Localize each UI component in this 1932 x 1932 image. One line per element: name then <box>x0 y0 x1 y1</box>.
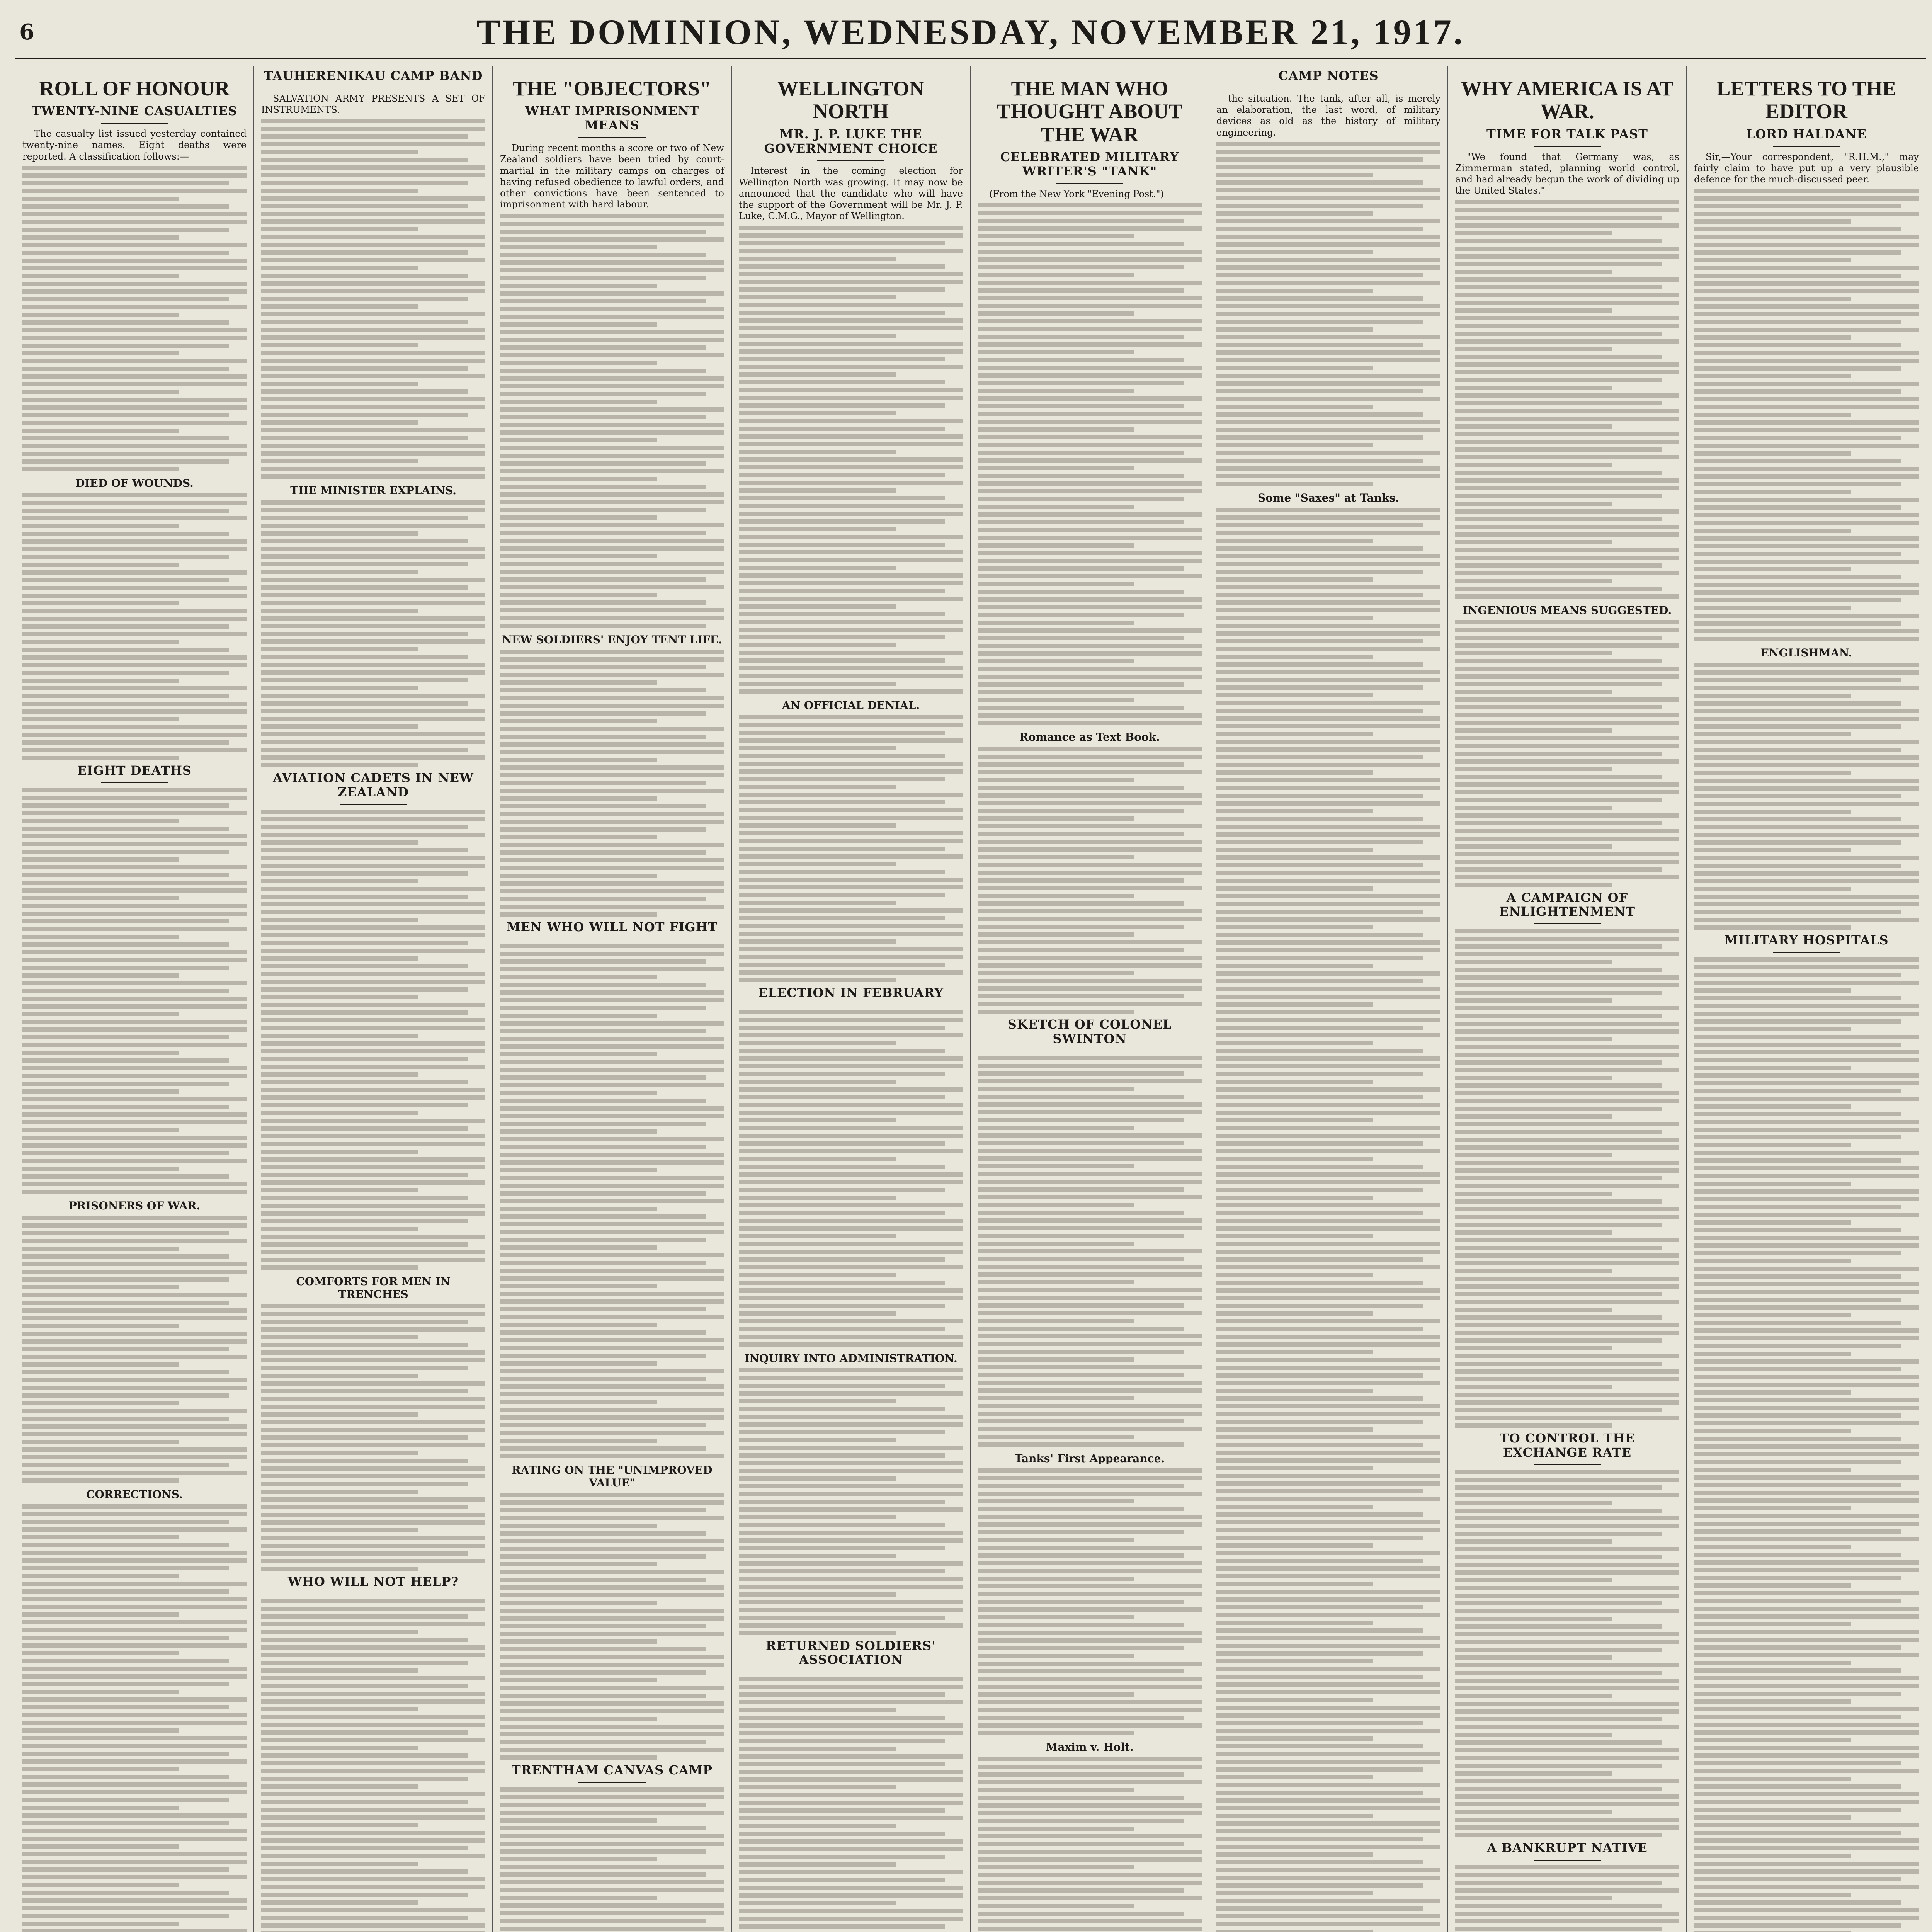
article-text-block <box>22 788 247 1194</box>
subhead: ELECTION IN FEBRUARY <box>758 985 944 1000</box>
article-text-block <box>500 650 724 917</box>
subhead: EIGHT DEATHS <box>77 763 192 778</box>
divider <box>578 137 646 138</box>
lead-paragraph: SALVATION ARMY PRESENTS A SET OF INSTRUMENTS. <box>261 93 485 116</box>
subhead: CELEBRATED MILITARY WRITER'S "TANK" <box>1000 150 1179 179</box>
subhead: AVIATION CADETS IN NEW ZEALAND <box>273 770 474 800</box>
article-text-block <box>261 119 485 479</box>
article-text-block <box>1455 200 1679 599</box>
divider <box>1773 952 1840 953</box>
article-text-block <box>739 1010 963 1347</box>
lead-paragraph: the situation. The tank, after all, is merely an elaboration, the last word, of military devices as old as the history of military engineering. <box>1216 93 1440 138</box>
article-text-block <box>261 500 485 767</box>
divider <box>340 804 407 805</box>
divider <box>578 1782 646 1783</box>
article-text-block <box>22 1216 247 1483</box>
article-text-block <box>978 1468 1202 1735</box>
column-8 <box>1687 66 1926 1932</box>
divider <box>101 123 168 124</box>
column-2 <box>254 66 493 1932</box>
subhead: RETURNED SOLDIERS' ASSOCIATION <box>766 1638 936 1667</box>
section-heading: Maxim v. Holt. <box>1046 1740 1134 1753</box>
subhead: LORD HALDANE <box>1746 126 1867 141</box>
section-heading: PRISONERS OF WAR. <box>68 1199 201 1212</box>
section-heading: Romance as Text Book. <box>1019 731 1160 744</box>
article-text-block <box>1455 929 1679 1428</box>
column-6 <box>1209 66 1448 1932</box>
subhead: MEN WHO WILL NOT FIGHT <box>507 919 718 934</box>
article-text-block <box>261 810 485 1270</box>
section-heading: INGENIOUS MEANS SUGGESTED. <box>1463 604 1672 617</box>
article-text-block <box>500 1787 724 1932</box>
divider <box>1773 146 1840 147</box>
divider <box>1534 1860 1601 1861</box>
subhead: SKETCH OF COLONEL SWINTON <box>1007 1017 1172 1046</box>
subhead: MILITARY HOSPITALS <box>1724 933 1889 948</box>
article-text-block <box>739 1677 963 1932</box>
subhead: CAMP NOTES <box>1278 68 1379 83</box>
article-text-block <box>22 493 247 760</box>
headline: THE "OBJECTORS" <box>513 77 711 100</box>
article-text-block <box>500 944 724 1458</box>
article-text-block <box>500 214 724 628</box>
article-text-block <box>1455 1470 1679 1837</box>
subhead: TAUHERENIKAU CAMP BAND <box>264 68 483 83</box>
article-text-block <box>978 1757 1202 1932</box>
divider <box>101 782 168 783</box>
article-text-block <box>22 1504 247 1932</box>
article-text-block <box>261 1599 485 1928</box>
divider <box>1534 923 1601 924</box>
divider <box>1056 183 1123 184</box>
section-heading: THE MINISTER EXPLAINS. <box>290 484 456 497</box>
article-text-block <box>739 715 963 982</box>
section-heading: INQUIRY INTO ADMINISTRATION. <box>744 1352 957 1365</box>
subhead: A BANKRUPT NATIVE <box>1487 1840 1648 1855</box>
section-heading: Tanks' First Appearance. <box>1014 1452 1165 1465</box>
article-text-block <box>1694 663 1919 930</box>
subhead: MR. J. P. LUKE THE GOVERNMENT CHOICE <box>764 126 938 156</box>
headline: THE MAN WHO THOUGHT ABOUT THE WAR <box>997 77 1183 146</box>
divider <box>1534 1464 1601 1465</box>
article-text-block <box>1216 508 1440 775</box>
article-text-block <box>978 1056 1202 1447</box>
headline: ROLL OF HONOUR <box>39 77 230 100</box>
divider <box>817 160 884 161</box>
article-text-block <box>739 226 963 694</box>
article-text-block <box>1694 1282 1919 1932</box>
lead-paragraph: "We found that Germany was, as Zimmerman stated, planning world control, and had already begun the work of dividing up the United States." <box>1455 151 1679 196</box>
section-heading: Some "Saxes" at Tanks. <box>1257 491 1400 504</box>
article-text-block <box>978 203 1202 725</box>
column-5 <box>971 66 1209 1932</box>
article-text-block <box>22 166 247 471</box>
article-text-block <box>1216 778 1440 1932</box>
article-text-block <box>739 1368 963 1635</box>
divider <box>1534 146 1601 147</box>
section-heading: COMFORTS FOR MEN IN TRENCHES <box>296 1275 451 1301</box>
section-heading: DIED OF WOUNDS. <box>75 476 194 490</box>
lead-paragraph: (From the New York "Evening Post.") <box>989 188 1164 199</box>
article-text-block <box>1455 620 1679 887</box>
subhead: TIME FOR TALK PAST <box>1486 126 1648 141</box>
article-text-block <box>261 1304 485 1571</box>
headline: WHY AMERICA IS AT WAR. <box>1461 77 1674 123</box>
lead-paragraph: The casualty list issued yesterday contained twenty-nine names. Eight deaths were reported. A classification follows:— <box>22 128 247 162</box>
subhead: TWENTY-NINE CASUALTIES <box>31 104 238 119</box>
section-heading: AN OFFICIAL DENIAL. <box>782 699 920 712</box>
article-text-block <box>1216 142 1440 486</box>
section-heading: NEW SOLDIERS' ENJOY TENT LIFE. <box>502 633 722 646</box>
section-heading: CORRECTIONS. <box>86 1488 183 1501</box>
article-text-block <box>978 747 1202 1014</box>
lead-paragraph: Interest in the coming election for Wellington North was growing. It may now be announced that the candidate who will have the support of the Government will be Mr. J. P. Luke, C.M.G., Mayor of Wellington. <box>739 165 963 222</box>
column-4 <box>732 66 971 1932</box>
column-3 <box>493 66 732 1932</box>
headline: WELLINGTON NORTH <box>777 77 925 123</box>
subhead: TRENTHAM CANVAS CAMP <box>511 1763 713 1778</box>
page-number: 6 <box>19 19 34 45</box>
subhead: A CAMPAIGN OF ENLIGHTENMENT <box>1499 890 1635 919</box>
section-heading: RATING ON THE "UNIMPROVED VALUE" <box>512 1464 713 1490</box>
article-text-block <box>1694 957 1919 1279</box>
subhead: TO CONTROL THE EXCHANGE RATE <box>1500 1431 1635 1460</box>
column-7 <box>1448 66 1687 1932</box>
lead-paragraph: Sir,—Your correspondent, "R.H.M.," may fairly claim to have put up a very plausible defence for the much-discussed peer. <box>1694 151 1919 185</box>
article-text-block <box>1455 1865 1679 1932</box>
article-text-block <box>1694 189 1919 641</box>
lead-paragraph: During recent months a score or two of New Zealand soldiers have been tried by court-martial in the military camps on charges of having refused obedience to lawful orders, and other convictions have been sentenced to imprisonment with hard labour. <box>500 142 724 210</box>
headline: LETTERS TO THE EDITOR <box>1716 77 1896 123</box>
subhead: WHAT IMPRISONMENT MEANS <box>525 104 699 133</box>
page-header <box>15 12 1926 60</box>
column-1 <box>15 66 254 1932</box>
section-heading: ENGLISHMAN. <box>1760 646 1852 660</box>
article-text-block <box>500 1493 724 1760</box>
masthead: THE DOMINION, WEDNESDAY, NOVEMBER 21, 1917. <box>476 12 1465 52</box>
subhead: WHO WILL NOT HELP? <box>287 1574 459 1589</box>
